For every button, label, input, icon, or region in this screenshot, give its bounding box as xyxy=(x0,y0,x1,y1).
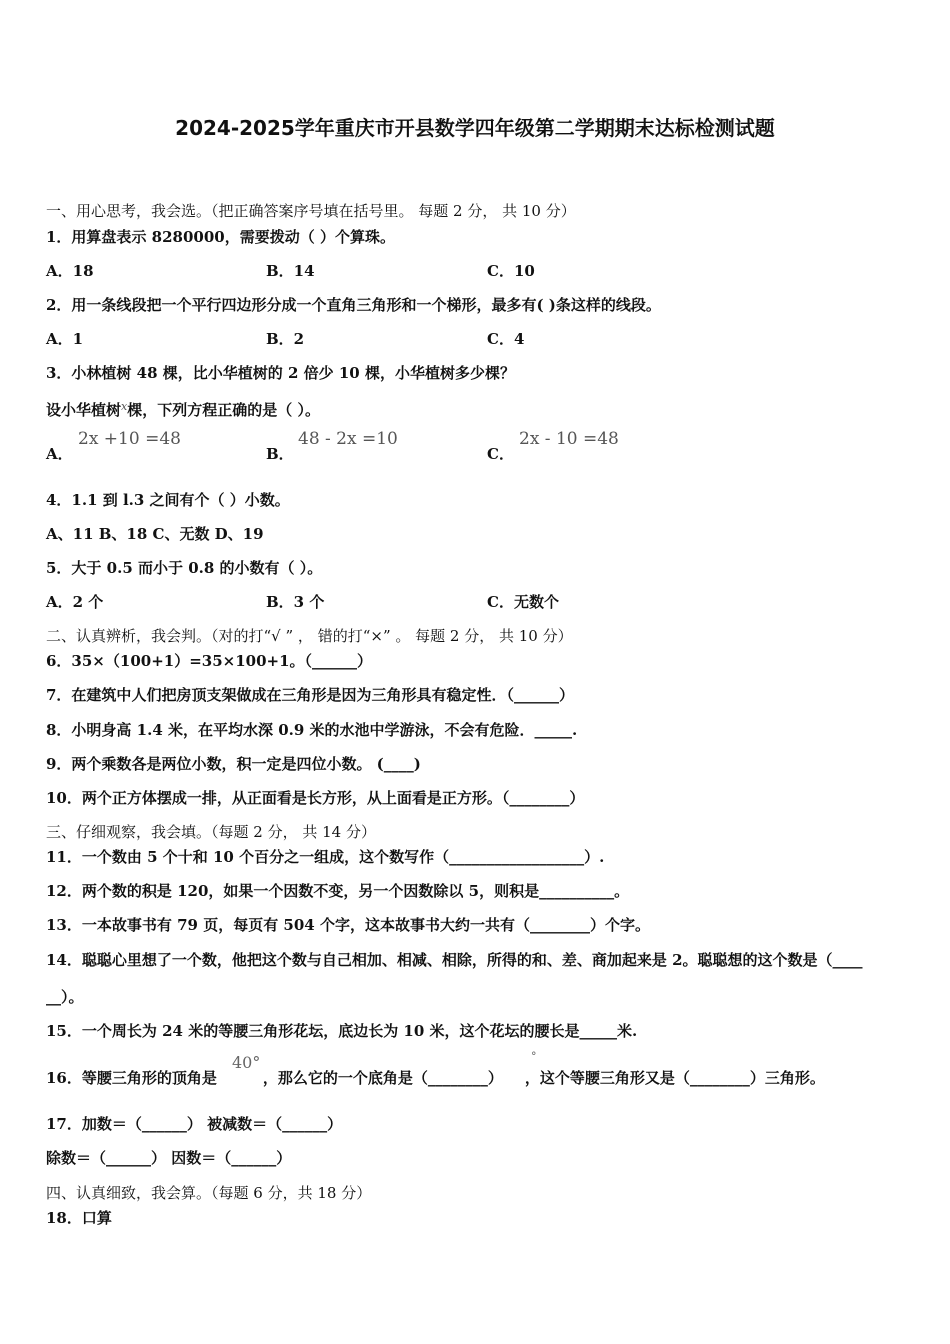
question-3: 3．小林植树 48 棵，比小华植树的 2 倍少 10 棵，小华植树多少棵？ xyxy=(46,364,515,382)
question-3-sub xyxy=(46,397,320,420)
q1-option-c: C．10 xyxy=(487,262,535,280)
question-13: 13．一本故事书有 79 页，每页有 504 个字，这本故事书大约一共有（________）个字。 xyxy=(46,916,650,934)
question-17-line-1: 17．加数＝（______） 被减数＝（______） xyxy=(46,1115,343,1133)
q4-options: A、11 B、18 C、无数 D、19 xyxy=(46,525,264,543)
q3-variable: x xyxy=(121,400,128,413)
question-4: 4．1.1 到 l.3 之间有个（ ）小数。 xyxy=(46,491,290,509)
question-14: 14．聪聪心里想了一个数，他把这个数与自己相加、相减、相除，所得的和、差、商加起来是 2。聪聪想的这个数是（____ xyxy=(46,951,863,969)
q3-equation-c: 2x - 10 =48 xyxy=(519,429,619,449)
q16-mid: ，那么它的一个底角是（________） xyxy=(262,1069,503,1087)
page-title: 2024-2025学年重庆市开县数学四年级第二学期期末达标检测试题 xyxy=(175,116,775,140)
q5-option-a: A．2 个 xyxy=(46,593,104,611)
section-1-heading: 一、用心思考，我会选。（把正确答案序号填在括号里。 每题 2 分， 共 10 分） xyxy=(46,202,576,220)
q16-before: 16．等腰三角形的顶角是 xyxy=(46,1069,217,1087)
q2-option-c: C．4 xyxy=(487,330,525,348)
q3-equation-b: 48 - 2x =10 xyxy=(298,429,398,449)
question-11: 11．一个数由 5 个十和 10 个百分之一组成，这个数写作（__________________）. xyxy=(46,848,605,866)
question-1: 1．用算盘表示 8280000，需要拨动（ ）个算珠。 xyxy=(46,228,395,246)
q3-option-b: B． xyxy=(266,445,294,463)
q5-option-c: C．无数个 xyxy=(487,593,559,611)
q16-after: ，这个等腰三角形又是（________）三角形。 xyxy=(524,1069,825,1087)
q2-option-b: B．2 xyxy=(266,330,305,348)
question-14-continued: __）。 xyxy=(46,988,84,1006)
q3-option-c: C． xyxy=(487,445,514,463)
question-18: 18．口算 xyxy=(46,1209,112,1227)
question-15: 15．一个周长为 24 米的等腰三角形花坛，底边长为 10 米，这个花坛的腰长是_____米. xyxy=(46,1022,638,1040)
question-10: 10．两个正方体摆成一排，从正面看是长方形，从上面看是正方形。（________） xyxy=(46,789,585,807)
q2-option-a: A．1 xyxy=(46,330,84,348)
question-5: 5．大于 0.5 而小于 0.8 的小数有（ ）。 xyxy=(46,559,323,577)
q16-degree-sign: ° xyxy=(531,1050,537,1063)
question-17-line-2: 除数＝（______） 因数＝（______） xyxy=(46,1149,292,1167)
section-3-heading: 三、仔细观察，我会填。（每题 2 分， 共 14 分） xyxy=(46,823,376,841)
question-7: 7．在建筑中人们把房顶支架做成在三角形是因为三角形具有稳定性．（______） xyxy=(46,686,574,704)
section-2-heading: 二、认真辨析，我会判。（对的打“√ ” ， 错的打“×” 。 每题 2 分， 共 10 分） xyxy=(46,627,573,645)
q3-equation-a: 2x +10 =48 xyxy=(78,429,181,449)
q3-sub-before: 设小华植树 xyxy=(46,401,122,419)
q3-sub-after: 棵，下列方程正确的是（ ）。 xyxy=(127,401,320,419)
question-2: 2．用一条线段把一个平行四边形分成一个直角三角形和一个梯形，最多有( )条这样的线段。 xyxy=(46,296,661,314)
q5-option-b: B．3 个 xyxy=(266,593,325,611)
q1-option-a: A．18 xyxy=(46,262,94,280)
q1-option-b: B．14 xyxy=(266,262,315,280)
section-4-heading: 四、认真细致，我会算。（每题 6 分，共 18 分） xyxy=(46,1184,372,1202)
question-9: 9．两个乘数各是两位小数，积一定是四位小数。 (____) xyxy=(46,755,421,773)
q3-option-a: A． xyxy=(46,445,73,463)
q16-angle-value: 40° xyxy=(232,1053,261,1072)
question-16 xyxy=(46,1068,825,1088)
question-12: 12．两个数的积是 120，如果一个因数不变，另一个因数除以 5，则积是__________。 xyxy=(46,882,630,900)
question-6: 6．35×（100+1）=35×100+1。（______） xyxy=(46,652,373,670)
question-8: 8．小明身高 1.4 米，在平均水深 0.9 米的水池中学游泳，不会有危险．_____. xyxy=(46,721,578,739)
